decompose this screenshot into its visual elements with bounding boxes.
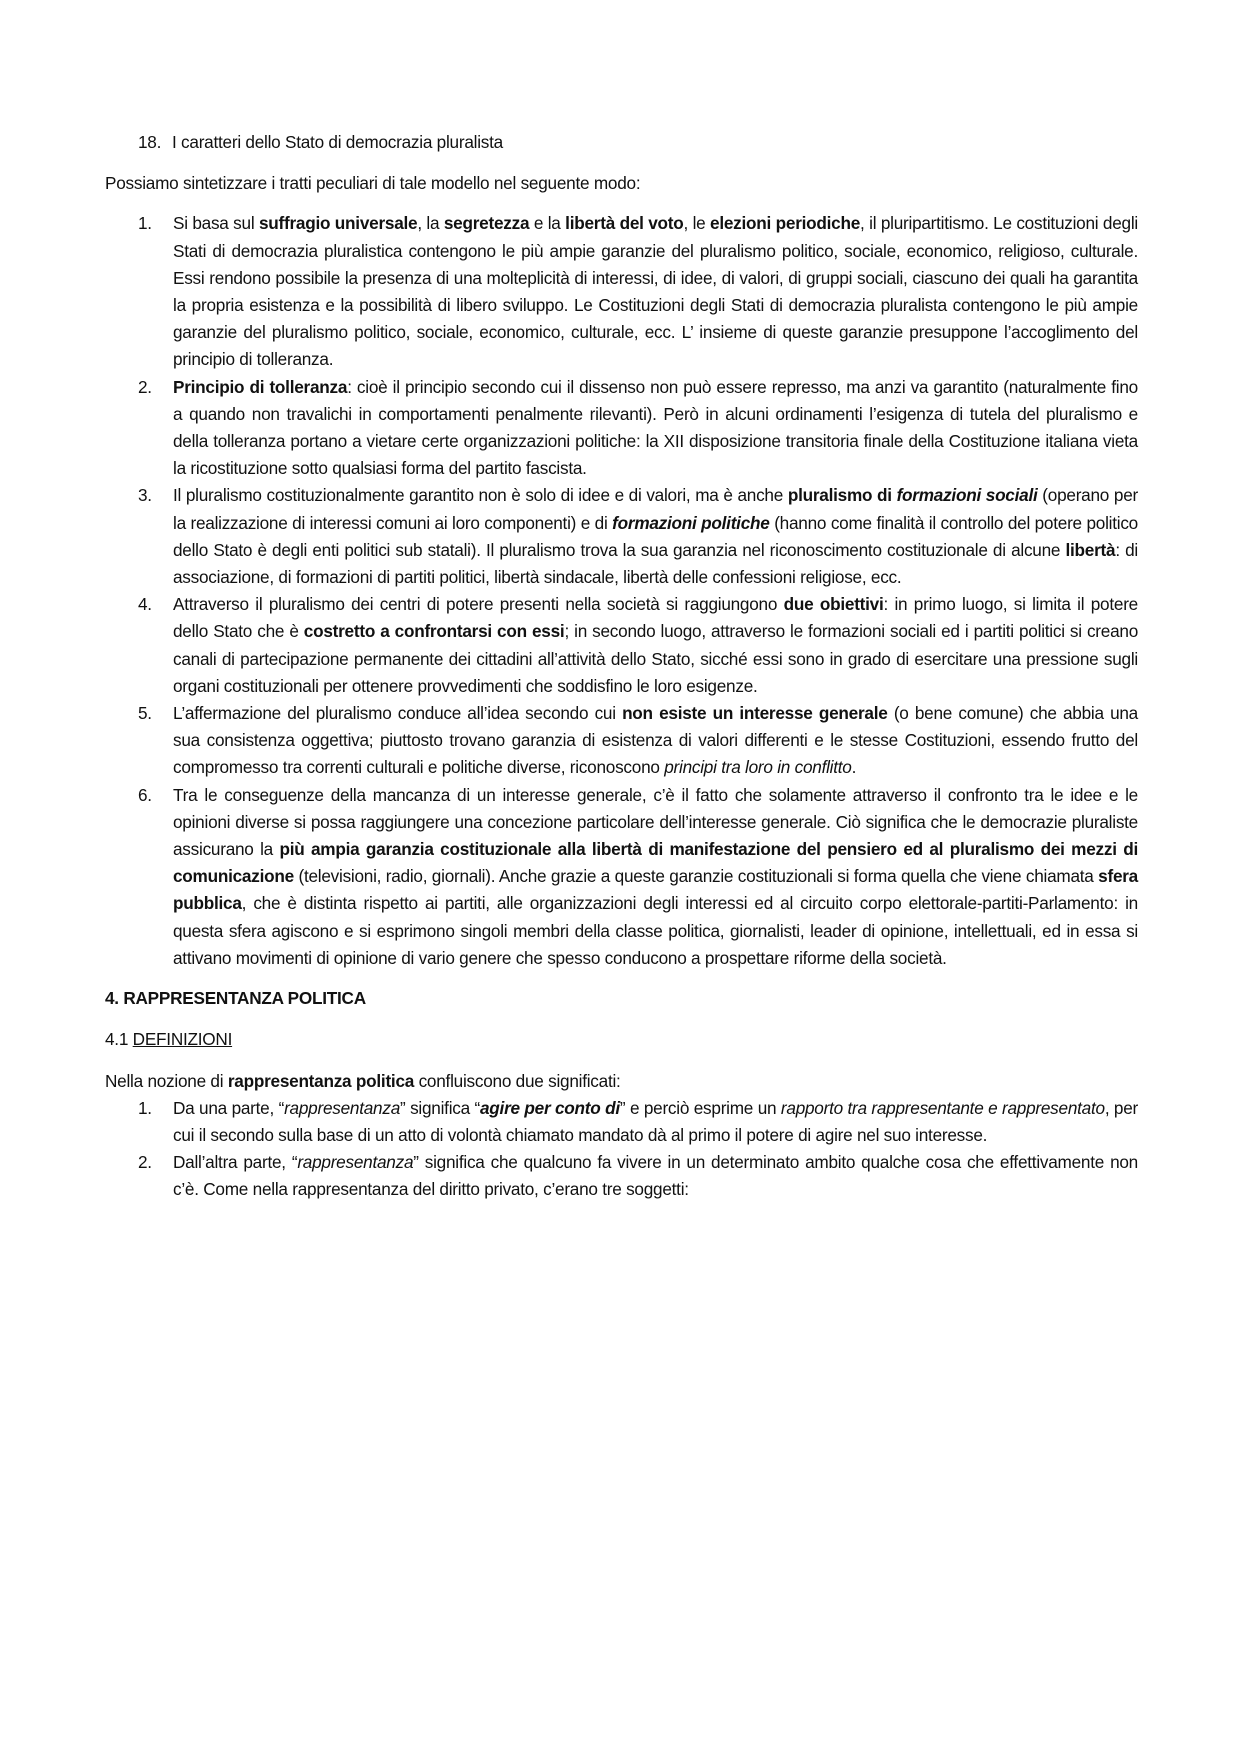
subsection-heading	[105, 1026, 1138, 1053]
list-text: : in primo luogo, si limita il potere dello Stato che è	[173, 594, 1138, 642]
section-title: RAPPRESENTANZA POLITICA	[123, 988, 366, 1009]
emphasized-text: libertà del voto	[565, 213, 684, 234]
intro2-text-end: confluiscono due significati:	[414, 1070, 621, 1091]
emphasized-text: costretto a confrontarsi con essi	[303, 621, 565, 642]
list-marker: 1.	[138, 213, 152, 234]
emphasized-text: elezioni periodiche	[710, 213, 861, 234]
list-marker: 2.	[138, 376, 152, 397]
list-text: ” e perciò esprime un	[619, 1097, 781, 1118]
list-item	[105, 1095, 1138, 1149]
emphasized-text: suffragio universale	[258, 213, 418, 234]
intro2-text: Nella nozione di	[105, 1070, 228, 1091]
emphasized-text: agire per conto di	[480, 1097, 620, 1118]
list-item	[105, 482, 1138, 591]
list-text: Tra le conseguenze della mancanza di un interesse generale, c’è il fatto che solamente attraverso il confronto tra le idee e le opinioni diverse si possa raggiungere una concezione particolare dell’interesse generale. Ciò significa che le democrazie pluraliste assicurano la	[173, 784, 1138, 860]
chapter-number: 18.	[138, 132, 162, 152]
emphasized-text: più ampia garanzia costituzionale alla libertà di manifestazione del pensiero ed al pluralismo dei mezzi di comunicazione	[173, 839, 1138, 887]
list-text: ; in secondo luogo, attraverso le formazioni sociali ed i partiti politici si creano canali di partecipazione permanente dei cittadini all’attività dello Stato, sicché essi sono in grado di esercitare una pressione sugli organi costituzionali per ottenere provvedimenti che soddisfino le loro esigenze.	[173, 621, 1139, 696]
list-text: Attraverso il pluralismo dei centri di potere presenti nella società si raggiungono	[173, 594, 784, 615]
emphasized-text: rappresentanza	[297, 1152, 414, 1173]
emphasized-text: principi tra loro in conflitto	[664, 757, 852, 778]
list-marker: 4.	[138, 594, 152, 615]
list-text: Si basa sul	[173, 213, 259, 234]
document-page	[105, 129, 1138, 1217]
emphasized-text: sfera pubblica	[173, 866, 1138, 914]
list-item	[105, 782, 1138, 972]
list-text: (operano per la realizzazione di interessi comuni ai loro componenti) e di	[173, 485, 1138, 533]
list-text: .	[851, 757, 857, 778]
emphasized-text: due obiettivi	[783, 594, 884, 615]
emphasized-text: non esiste un interesse generale	[622, 703, 888, 724]
list-text: ” significa che qualcuno fa vivere in un determinato ambito qualche cosa che effettivamente non c’è. Come nella rappresentanza del diritto privato, c’erano tre soggetti:	[173, 1152, 1138, 1200]
subsection-number: 4.1	[105, 1029, 133, 1050]
list-item	[105, 210, 1138, 373]
list-marker: 5.	[138, 703, 152, 724]
definitions-list	[105, 1095, 1138, 1204]
list-text: Il pluralismo costituzionalmente garantito non è solo di idee e di valori, ma è anche	[173, 485, 788, 506]
list-marker: 6.	[138, 784, 152, 805]
list-text: , il pluripartitismo. Le costituzioni degli Stati di democrazia pluralistica contengono le più ampie garanzie del pluralismo politico, sociale, economico, religioso, culturale. Essi rendono possibile la presenza di una molteplicità di interessi, di idee, di valori, di gruppi sociali, ciascuno dei quali ha garantita la propria esistenza e la possibilità di libero sviluppo. Le Costituzioni degli Stati di democrazia pluralista contengono le più ampie garanzie del pluralismo politico, sociale, economico, culturale, ecc. L’ insieme di queste garanzie presuppone l’accoglimento del principio di tolleranza.	[173, 213, 1138, 370]
list-item	[105, 591, 1138, 700]
list-text: , la	[417, 213, 444, 234]
list-text: , le	[683, 213, 711, 234]
list-text: , che è distinta rispetto ai partiti, alle organizzazioni degli interessi ed al circuito corpo elettorale-partiti-Parlamento: in questa sfera agiscono e si esprimono singoli membri della classe politica, giornalisti, leader di opinione, intellettuali, ed in essa si attivano movimenti di opinione di vario genere che spesso conducono a prospettare riforme della società.	[173, 893, 1138, 968]
list-item	[105, 700, 1138, 782]
list-marker: 2.	[138, 1152, 152, 1173]
definitions-intro	[105, 1068, 1138, 1095]
section-heading	[105, 985, 1138, 1012]
subsection-title: DEFINIZIONI	[132, 1029, 233, 1050]
list-text: (o bene comune) che abbia una sua consistenza oggettiva; piuttosto trovano garanzia di esistenza di valori differenti e le stesse Costituzioni, essendo frutto del compromesso tra correnti culturali e politiche diverse, riconoscono	[173, 703, 1138, 778]
list-item	[105, 1149, 1138, 1203]
chapter-title: I caratteri dello Stato di democrazia pluralista	[172, 132, 503, 152]
emphasized-text: Principio di tolleranza	[173, 376, 348, 397]
list-text: : cioè il principio secondo cui il dissenso non può essere represso, ma anzi va garantito (naturalmente fino a quando non travalichi in comportamenti penalmente rilevanti). Però in alcuni ordinamenti l’esigenza di tutela del pluralismo e della tolleranza portano a vietare certe organizzazioni politiche: la XII disposizione transitoria finale della Costituzione italiana vieta la ricostituzione sotto qualsiasi forma del partito fascista.	[173, 376, 1138, 479]
list-text: Dall’altra parte, “	[173, 1152, 298, 1173]
emphasized-text: formazioni sociali	[896, 485, 1038, 506]
list-text: (televisioni, radio, giornali). Anche grazie a queste garanzie costituzionali si forma quella che viene chiamata	[293, 866, 1099, 887]
section-number: 4.	[105, 988, 124, 1009]
list-text: e la	[529, 213, 566, 234]
list-marker: 1.	[138, 1097, 152, 1118]
emphasized-text: pluralismo di	[787, 485, 897, 506]
intro2-bold-term: rappresentanza politica	[227, 1070, 415, 1091]
list-text: (hanno come finalità il controllo del potere politico dello Stato è degli enti politici sub statali). Il pluralismo trova la sua garanzia nel riconoscimento costituzionale di alcune	[173, 512, 1138, 560]
list-marker: 3.	[138, 485, 152, 506]
list-text: : di associazione, di formazioni di partiti politici, libertà sindacale, libertà delle confessioni religiose, ecc.	[173, 539, 1138, 588]
chapter-heading	[105, 129, 1138, 156]
emphasized-text: rapporto tra rappresentante e rappresentato	[780, 1097, 1105, 1118]
characteristics-list	[105, 210, 1138, 972]
emphasized-text: libertà	[1065, 539, 1116, 560]
list-text: , per cui il secondo sulla base di un atto di volontà chiamato mandato dà al primo il potere di agire nel suo interesse.	[173, 1097, 1139, 1145]
emphasized-text: segretezza	[443, 213, 530, 234]
emphasized-text: formazioni politiche	[612, 512, 770, 533]
list-text: Da una parte, “	[173, 1097, 285, 1118]
list-text: L’affermazione del pluralismo conduce all’idea secondo cui	[173, 703, 623, 724]
list-item	[105, 374, 1138, 483]
emphasized-text: rappresentanza	[284, 1097, 401, 1118]
intro-paragraph: Possiamo sintetizzare i tratti peculiari di tale modello nel seguente modo:	[105, 173, 641, 194]
list-text: ” significa “	[400, 1097, 480, 1118]
